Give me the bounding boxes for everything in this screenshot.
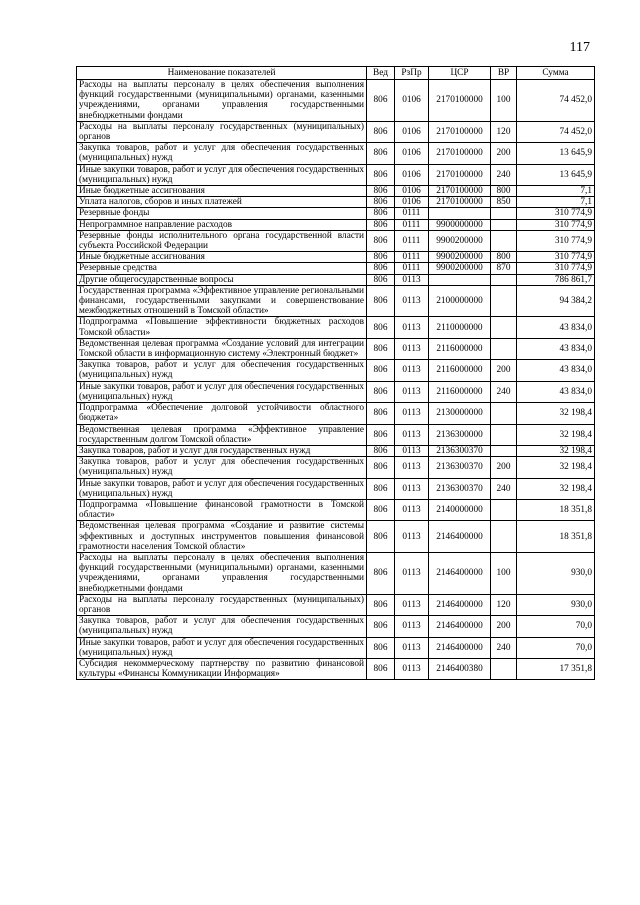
cell-sum: 18 351,8 (517, 499, 595, 520)
table-row (77, 616, 595, 637)
cell-name: Иные бюджетные ассигнования (77, 252, 367, 263)
cell-csr (429, 274, 491, 285)
cell-sum: 930,0 (517, 552, 595, 594)
cell-ved: 806 (367, 616, 395, 637)
cell-vr (491, 658, 517, 679)
cell-rzpr: 0113 (395, 317, 429, 338)
cell-rzpr: 0113 (395, 457, 429, 478)
cell-sum: 310 774,9 (517, 208, 595, 219)
cell-vr (491, 499, 517, 520)
cell-ved: 806 (367, 230, 395, 251)
page-number: 117 (569, 40, 590, 55)
cell-name: Расходы на выплаты персоналу в целях обеспечения выполнения функций государственными (муниципальными) органами, казенными учреждениями, органами управления государственными внебюджетными фондами (77, 80, 367, 122)
table-row (77, 360, 595, 381)
cell-rzpr: 0106 (395, 121, 429, 142)
cell-vr (491, 521, 517, 553)
table-row (77, 164, 595, 185)
cell-rzpr: 0113 (395, 594, 429, 615)
cell-name: Закупка товаров, работ и услуг для обеспечения государственных (муниципальных) нужд (77, 360, 367, 381)
cell-vr (491, 208, 517, 219)
cell-csr: 2110000000 (429, 317, 491, 338)
cell-sum: 13 645,9 (517, 143, 595, 164)
cell-sum: 17 351,8 (517, 658, 595, 679)
cell-name: Другие общегосударственные вопросы (77, 274, 367, 285)
cell-sum: 43 834,0 (517, 317, 595, 338)
cell-rzpr: 0113 (395, 521, 429, 553)
table-row (77, 317, 595, 338)
cell-csr: 2136300370 (429, 445, 491, 456)
cell-csr: 9900200000 (429, 263, 491, 274)
header-csr: ЦСР (429, 67, 491, 80)
cell-sum: 13 645,9 (517, 164, 595, 185)
cell-rzpr: 0113 (395, 658, 429, 679)
cell-csr: 2140000000 (429, 499, 491, 520)
cell-ved: 806 (367, 208, 395, 219)
cell-rzpr: 0113 (395, 445, 429, 456)
cell-vr: 800 (491, 252, 517, 263)
cell-vr: 240 (491, 478, 517, 499)
budget-table (76, 66, 595, 680)
cell-name: Резервные фонды исполнительного органа государственной власти субъекта Российской Федерации (77, 230, 367, 251)
table-row (77, 230, 595, 251)
cell-ved: 806 (367, 381, 395, 402)
cell-name: Закупка товаров, работ и услуг для обеспечения государственных (муниципальных) нужд (77, 616, 367, 637)
cell-name: Расходы на выплаты персоналу государственных (муниципальных) органов (77, 594, 367, 615)
cell-ved: 806 (367, 478, 395, 499)
table-row (77, 208, 595, 219)
table-row (77, 121, 595, 142)
cell-sum: 94 384,2 (517, 285, 595, 317)
cell-name: Субсидия некоммерческому партнерству по развитию финансовой культуры «Финансы Коммуникации Информация» (77, 658, 367, 679)
cell-vr (491, 445, 517, 456)
cell-sum: 32 198,4 (517, 445, 595, 456)
cell-csr: 2170100000 (429, 186, 491, 197)
cell-name: Иные закупки товаров, работ и услуг для обеспечения государственных (муниципальных) нужд (77, 637, 367, 658)
cell-vr: 100 (491, 552, 517, 594)
cell-rzpr: 0113 (395, 381, 429, 402)
cell-name: Ведомственная целевая программа «Эффективное управление государственным долгом Томской области» (77, 424, 367, 445)
cell-name: Иные закупки товаров, работ и услуг для обеспечения государственных (муниципальных) нужд (77, 164, 367, 185)
cell-name: Непрограммное направление расходов (77, 219, 367, 230)
cell-name: Закупка товаров, работ и услуг для обеспечения государственных (муниципальных) нужд (77, 457, 367, 478)
cell-ved: 806 (367, 219, 395, 230)
table-row (77, 143, 595, 164)
cell-csr (429, 208, 491, 219)
cell-vr: 200 (491, 360, 517, 381)
cell-rzpr: 0113 (395, 616, 429, 637)
cell-csr: 2130000000 (429, 403, 491, 424)
cell-sum: 74 452,0 (517, 80, 595, 122)
cell-vr: 850 (491, 197, 517, 208)
table-row (77, 219, 595, 230)
table-row (77, 552, 595, 594)
cell-rzpr: 0113 (395, 360, 429, 381)
cell-ved: 806 (367, 197, 395, 208)
cell-sum: 74 452,0 (517, 121, 595, 142)
table-row (77, 445, 595, 456)
cell-sum: 310 774,9 (517, 252, 595, 263)
table-row (77, 381, 595, 402)
cell-rzpr: 0113 (395, 285, 429, 317)
cell-csr: 2116000000 (429, 381, 491, 402)
cell-ved: 806 (367, 317, 395, 338)
cell-vr: 240 (491, 637, 517, 658)
cell-ved: 806 (367, 499, 395, 520)
cell-csr: 2116000000 (429, 338, 491, 359)
cell-ved: 806 (367, 338, 395, 359)
cell-ved: 806 (367, 658, 395, 679)
cell-sum: 32 198,4 (517, 424, 595, 445)
cell-name: Уплата налогов, сборов и иных платежей (77, 197, 367, 208)
cell-rzpr: 0111 (395, 263, 429, 274)
cell-csr: 2146400000 (429, 521, 491, 553)
table-row (77, 658, 595, 679)
cell-vr: 120 (491, 121, 517, 142)
cell-csr: 9900200000 (429, 252, 491, 263)
cell-csr: 2170100000 (429, 143, 491, 164)
cell-sum: 930,0 (517, 594, 595, 615)
cell-ved: 806 (367, 445, 395, 456)
cell-rzpr: 0113 (395, 274, 429, 285)
cell-rzpr: 0106 (395, 80, 429, 122)
cell-name: Подпрограмма «Повышение финансовой грамотности в Томской области» (77, 499, 367, 520)
table-row (77, 80, 595, 122)
cell-name: Государственная программа «Эффективное управление региональными финансами, государственными закупками и совершенствование межбюджетных отношений в Томской области» (77, 285, 367, 317)
cell-csr: 2146400380 (429, 658, 491, 679)
cell-name: Подпрограмма «Обеспечение долговой устойчивости областного бюджета» (77, 403, 367, 424)
cell-rzpr: 0111 (395, 208, 429, 219)
cell-ved: 806 (367, 360, 395, 381)
table-row (77, 521, 595, 553)
cell-ved: 806 (367, 143, 395, 164)
table-row (77, 274, 595, 285)
cell-csr: 2146400000 (429, 616, 491, 637)
cell-csr: 2116000000 (429, 360, 491, 381)
table-row (77, 186, 595, 197)
cell-vr: 240 (491, 164, 517, 185)
cell-vr (491, 338, 517, 359)
cell-vr: 200 (491, 616, 517, 637)
cell-vr (491, 317, 517, 338)
cell-rzpr: 0113 (395, 478, 429, 499)
cell-sum: 310 774,9 (517, 230, 595, 251)
cell-sum: 32 198,4 (517, 457, 595, 478)
cell-ved: 806 (367, 186, 395, 197)
cell-sum: 43 834,0 (517, 338, 595, 359)
cell-ved: 806 (367, 263, 395, 274)
cell-ved: 806 (367, 403, 395, 424)
table-row (77, 478, 595, 499)
cell-csr: 2170100000 (429, 197, 491, 208)
header-rzpr: РзПр (395, 67, 429, 80)
table-row (77, 263, 595, 274)
cell-csr: 2146400000 (429, 552, 491, 594)
cell-rzpr: 0113 (395, 499, 429, 520)
cell-rzpr: 0106 (395, 197, 429, 208)
cell-ved: 806 (367, 457, 395, 478)
cell-vr (491, 274, 517, 285)
cell-vr (491, 219, 517, 230)
cell-ved: 806 (367, 637, 395, 658)
cell-csr: 2146400000 (429, 637, 491, 658)
cell-csr: 2170100000 (429, 121, 491, 142)
cell-rzpr: 0106 (395, 143, 429, 164)
cell-rzpr: 0106 (395, 186, 429, 197)
cell-csr: 9900000000 (429, 219, 491, 230)
cell-name: Подпрограмма «Повышение эффективности бюджетных расходов Томской области» (77, 317, 367, 338)
cell-rzpr: 0113 (395, 552, 429, 594)
cell-rzpr: 0111 (395, 219, 429, 230)
cell-name: Расходы на выплаты персоналу государственных (муниципальных) органов (77, 121, 367, 142)
cell-rzpr: 0111 (395, 230, 429, 251)
cell-name: Иные бюджетные ассигнования (77, 186, 367, 197)
cell-sum: 43 834,0 (517, 360, 595, 381)
cell-rzpr: 0113 (395, 637, 429, 658)
header-name: Наименование показателей (77, 67, 367, 80)
cell-rzpr: 0113 (395, 424, 429, 445)
cell-ved: 806 (367, 252, 395, 263)
cell-rzpr: 0111 (395, 252, 429, 263)
cell-sum: 70,0 (517, 616, 595, 637)
cell-name: Закупка товаров, работ и услуг для обеспечения государственных (муниципальных) нужд (77, 143, 367, 164)
cell-ved: 806 (367, 285, 395, 317)
cell-name: Закупка товаров, работ и услуг для государственных нужд (77, 445, 367, 456)
cell-name: Ведомственная целевая программа «Создание и развитие системы эффективных и доступных инструментов повышения финансовой грамотности населения Томской области» (77, 521, 367, 553)
cell-csr: 9900200000 (429, 230, 491, 251)
cell-name: Ведомственная целевая программа «Создание условий для интеграции Томской области в информационную систему «Электронный бюджет» (77, 338, 367, 359)
cell-sum: 70,0 (517, 637, 595, 658)
table-row (77, 197, 595, 208)
cell-vr: 240 (491, 381, 517, 402)
cell-vr (491, 403, 517, 424)
table-row (77, 285, 595, 317)
cell-csr: 2136300370 (429, 457, 491, 478)
table-row (77, 403, 595, 424)
cell-vr: 100 (491, 80, 517, 122)
cell-name: Иные закупки товаров, работ и услуг для обеспечения государственных (муниципальных) нужд (77, 381, 367, 402)
cell-ved: 806 (367, 274, 395, 285)
cell-name: Резервные фонды (77, 208, 367, 219)
cell-csr: 2170100000 (429, 80, 491, 122)
cell-csr: 2136300370 (429, 478, 491, 499)
cell-vr (491, 424, 517, 445)
table-row (77, 338, 595, 359)
cell-ved: 806 (367, 552, 395, 594)
table-row (77, 637, 595, 658)
cell-csr: 2136300000 (429, 424, 491, 445)
header-ved: Вед (367, 67, 395, 80)
cell-vr: 120 (491, 594, 517, 615)
cell-vr: 200 (491, 143, 517, 164)
cell-csr: 2100000000 (429, 285, 491, 317)
table-body (77, 80, 595, 680)
cell-sum: 7,1 (517, 197, 595, 208)
cell-vr: 800 (491, 186, 517, 197)
cell-vr: 870 (491, 263, 517, 274)
header-sum: Сумма (517, 67, 595, 80)
table-row (77, 594, 595, 615)
table-row (77, 457, 595, 478)
table-row (77, 252, 595, 263)
table-row (77, 424, 595, 445)
cell-rzpr: 0113 (395, 338, 429, 359)
cell-sum: 32 198,4 (517, 403, 595, 424)
table-header-row (77, 67, 595, 80)
cell-vr (491, 285, 517, 317)
cell-sum: 18 351,8 (517, 521, 595, 553)
cell-vr: 200 (491, 457, 517, 478)
cell-sum: 7,1 (517, 186, 595, 197)
cell-sum: 310 774,9 (517, 263, 595, 274)
cell-name: Резервные средства (77, 263, 367, 274)
cell-ved: 806 (367, 424, 395, 445)
cell-ved: 806 (367, 80, 395, 122)
cell-csr: 2146400000 (429, 594, 491, 615)
cell-ved: 806 (367, 594, 395, 615)
cell-ved: 806 (367, 121, 395, 142)
cell-sum: 32 198,4 (517, 478, 595, 499)
cell-rzpr: 0106 (395, 164, 429, 185)
cell-ved: 806 (367, 164, 395, 185)
cell-rzpr: 0113 (395, 403, 429, 424)
table-row (77, 499, 595, 520)
cell-sum: 43 834,0 (517, 381, 595, 402)
cell-sum: 310 774,9 (517, 219, 595, 230)
cell-name: Расходы на выплаты персоналу в целях обеспечения выполнения функций государственными (муниципальными) органами, казенными учреждениями, органами управления государственными внебюджетными фондами (77, 552, 367, 594)
cell-csr: 2170100000 (429, 164, 491, 185)
cell-sum: 786 861,7 (517, 274, 595, 285)
cell-ved: 806 (367, 521, 395, 553)
cell-vr (491, 230, 517, 251)
header-vr: ВР (491, 67, 517, 80)
cell-name: Иные закупки товаров, работ и услуг для обеспечения государственных (муниципальных) нужд (77, 478, 367, 499)
